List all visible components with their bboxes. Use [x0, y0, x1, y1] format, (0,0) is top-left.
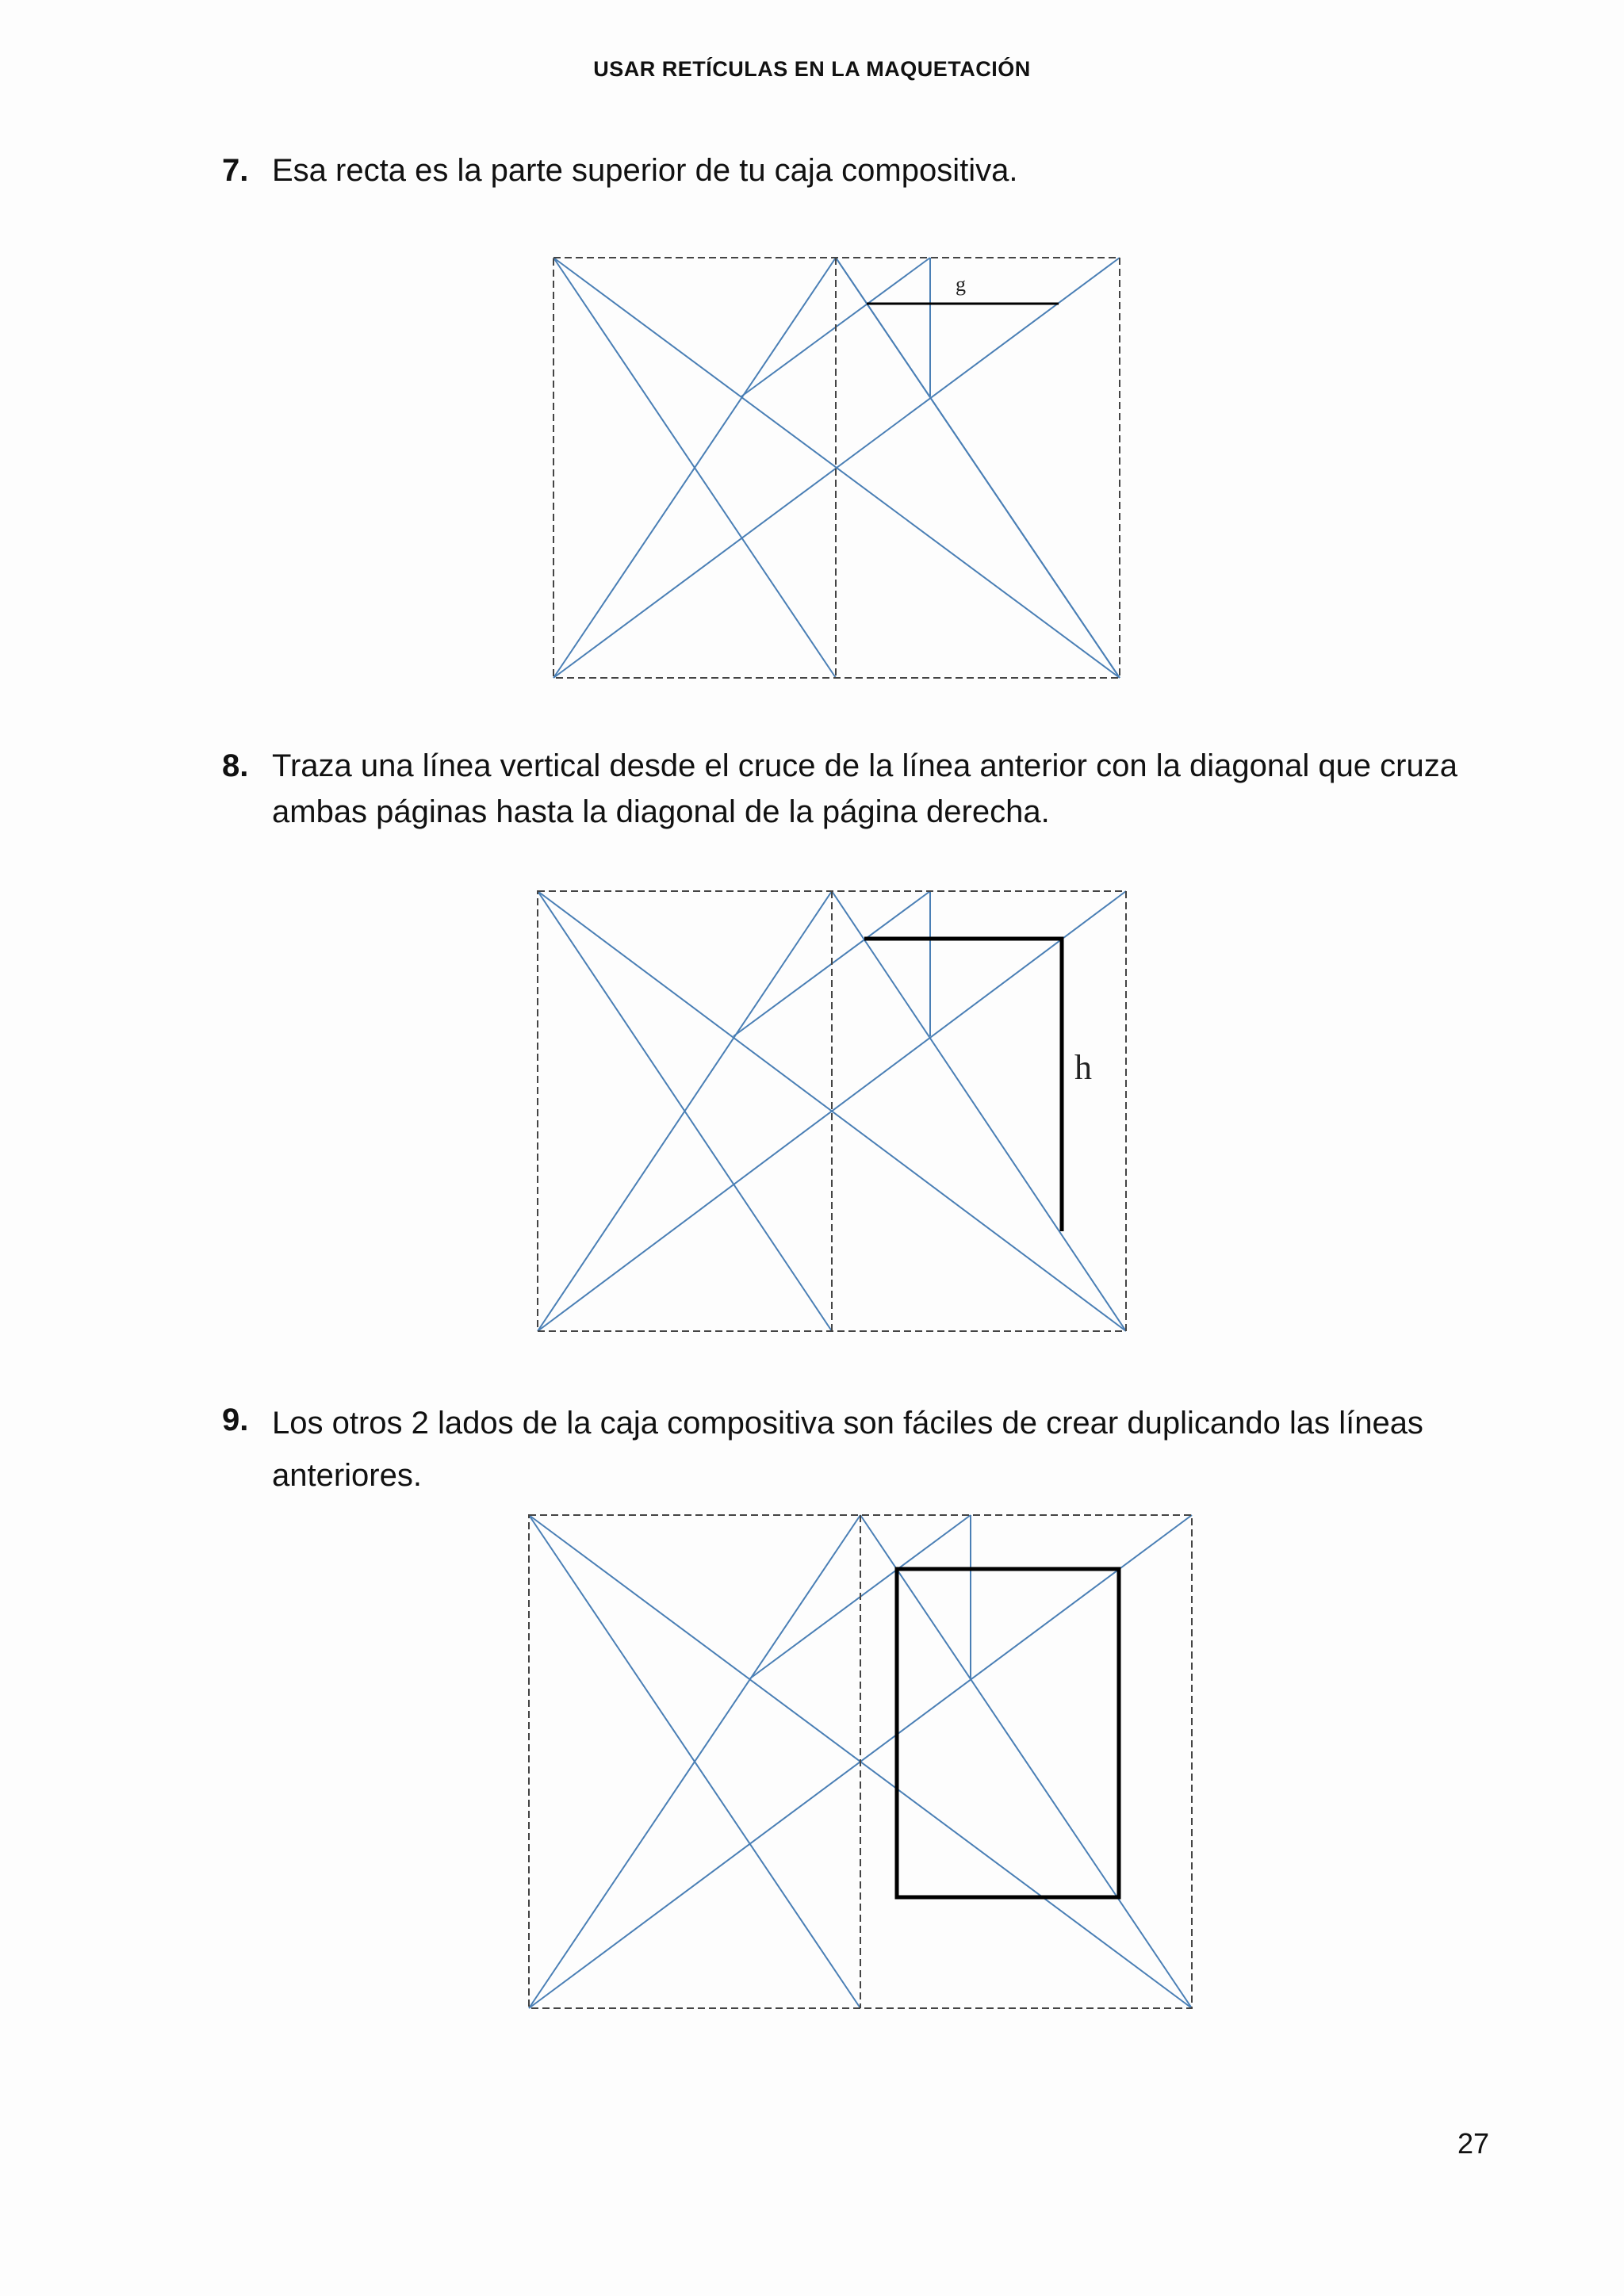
step-number: 9. — [222, 1402, 249, 1437]
step-text: Los otros 2 lados de la caja compositiva son fáciles de crear duplicando las líneas anteriores. — [272, 1406, 1423, 1493]
running-header: USAR RETÍCULAS EN LA MAQUETACIÓN — [593, 57, 1031, 81]
step-9 — [222, 1397, 1507, 1502]
step-text: Traza una línea vertical desde el cruce de la línea anterior con la diagonal que cruza ambas páginas hasta la diagonal de la página derecha. — [272, 748, 1457, 829]
step-8 — [222, 743, 1507, 835]
step-number: 8. — [222, 748, 249, 783]
page-number: 27 — [1457, 2127, 1490, 2160]
villard-diagram-step-9 — [527, 1513, 1194, 2011]
step-number: 7. — [222, 153, 249, 188]
figure-label-h: h — [1074, 1048, 1092, 1087]
step-text: Esa recta es la parte superior de tu caja compositiva. — [272, 153, 1018, 188]
figure-label-g: g — [956, 273, 966, 296]
apex-line-right — [836, 258, 1120, 678]
villard-diagram-step-7 — [551, 255, 1122, 680]
step-7 — [222, 147, 1507, 193]
villard-diagram-step-8 — [535, 889, 1128, 1334]
box-top-and-right-edge — [864, 939, 1062, 1231]
